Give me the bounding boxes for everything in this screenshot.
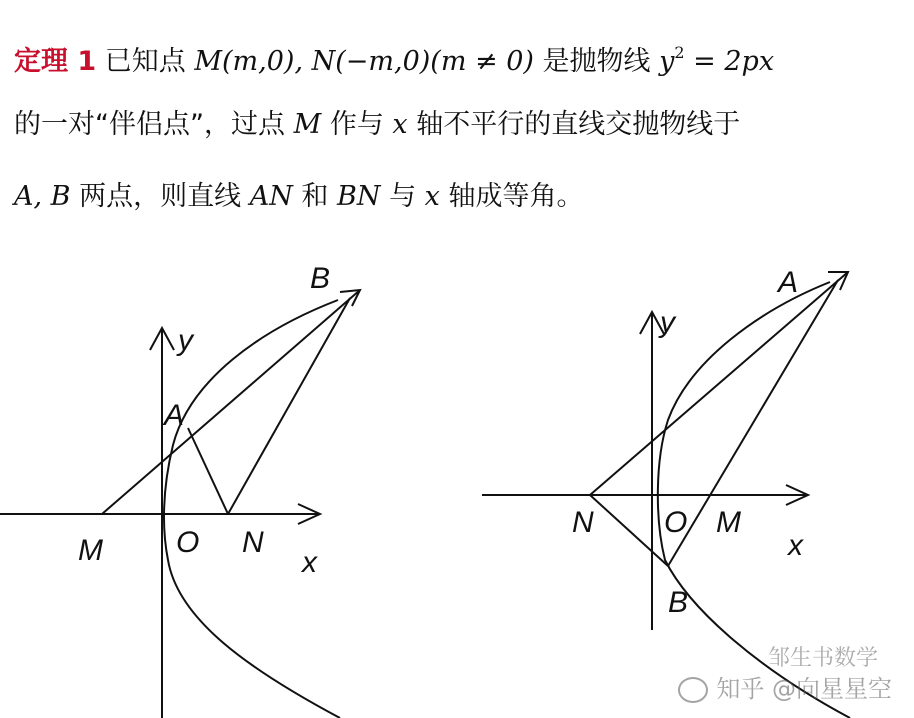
line2-math-1: M <box>293 109 322 140</box>
line1-text-2: 是抛物线 <box>542 46 651 77</box>
theorem-line-2 <box>14 90 904 162</box>
theorem-label: 定理 1 <box>14 46 97 77</box>
line3-text-2: 和 <box>301 181 329 212</box>
theorem-line-1 <box>14 18 904 90</box>
line2-text-2: 作与 <box>329 109 384 140</box>
line3-text-1: 两点，则直线 <box>79 181 242 212</box>
right-label-A: A <box>778 266 799 299</box>
line2-math-2: x <box>392 109 408 140</box>
left-line-MB <box>102 290 360 514</box>
right-line-NB <box>590 495 668 566</box>
figure-left <box>0 250 420 718</box>
line1-math-3: = 2px <box>684 46 775 77</box>
left-line-AN <box>188 428 228 514</box>
watermark-zhihu <box>678 669 892 704</box>
right-label-O: O <box>664 506 688 539</box>
left-label-y: y <box>178 324 193 357</box>
line2-text-3: 轴不平行的直线交抛物线于 <box>416 109 741 140</box>
right-label-B: B <box>668 586 689 619</box>
line3-text-3: 与 <box>389 181 417 212</box>
left-label-O: O <box>176 526 200 559</box>
right-label-y: y <box>660 306 675 339</box>
line1-math-1: M(m,0), N(−m,0)(m ≠ 0) <box>194 46 534 77</box>
right-label-M: M <box>716 506 741 539</box>
right-label-N: N <box>572 506 594 539</box>
left-label-N: N <box>242 526 264 559</box>
right-line-NA <box>590 272 848 495</box>
left-line-BN <box>228 298 350 514</box>
left-label-B: B <box>310 262 331 295</box>
theorem-line-3 <box>14 162 904 234</box>
left-label-A: A <box>164 399 185 432</box>
wechat-icon <box>678 677 708 703</box>
left-label-M: M <box>78 534 103 567</box>
theorem-text <box>14 18 904 234</box>
watermark-zhihu-text: 知乎 @向星星空 <box>716 675 892 703</box>
line1-math-2: y <box>659 46 675 77</box>
left-label-x: x <box>302 546 317 579</box>
line1-text-1: 已知点 <box>104 46 186 77</box>
line3-math-4: x <box>424 181 440 212</box>
line3-math-3: BN <box>337 181 381 212</box>
line3-math-1: A, B <box>14 181 71 212</box>
line2-text-1: 的一对“伴侣点”，过点 <box>14 109 285 140</box>
line3-text-4: 轴成等角。 <box>448 181 584 212</box>
line1-math-2-exponent: 2 <box>674 43 685 62</box>
line3-math-2: AN <box>249 181 293 212</box>
right-label-x: x <box>788 529 803 562</box>
watermark-account: 邹生书数学 <box>767 646 878 671</box>
